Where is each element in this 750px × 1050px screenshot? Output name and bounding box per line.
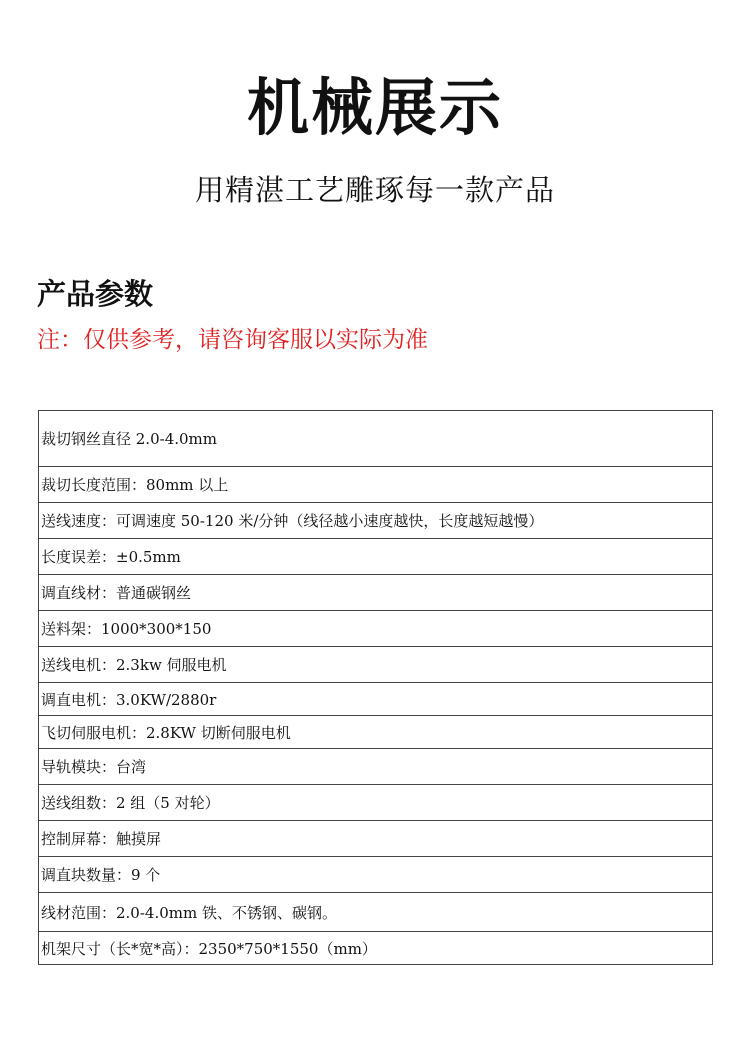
table-row bbox=[39, 575, 713, 611]
page-subtitle: 用精湛工艺雕琢每一款产品 bbox=[194, 173, 555, 207]
table-row bbox=[39, 749, 713, 785]
table-row bbox=[39, 539, 713, 575]
spec-cell: 调直线材：普通碳钢丝 bbox=[39, 575, 713, 611]
spec-cell: 机架尺寸（长*宽*高）：2350*750*1550（mm） bbox=[39, 932, 713, 965]
table-row bbox=[39, 647, 713, 683]
spec-cell: 线材范围：2.0-4.0mm 铁、不锈钢、碳钢。 bbox=[39, 893, 713, 932]
table-row bbox=[39, 893, 713, 932]
table-row bbox=[39, 467, 713, 503]
spec-cell: 送线电机：2.3kw 伺服电机 bbox=[39, 647, 713, 683]
spec-cell: 裁切长度范围：80mm 以上 bbox=[39, 467, 713, 503]
spec-cell: 送线组数：2 组（5 对轮） bbox=[39, 785, 713, 821]
spec-cell: 送线速度：可调速度 50-120 米/分钟（线径越小速度越快，长度越短越慢） bbox=[39, 503, 713, 539]
spec-cell: 长度误差：±0.5mm bbox=[39, 539, 713, 575]
table-row bbox=[39, 821, 713, 857]
spec-cell: 调直电机：3.0KW/2880r bbox=[39, 683, 713, 716]
spec-cell: 飞切伺服电机：2.8KW 切断伺服电机 bbox=[39, 716, 713, 749]
table-row bbox=[39, 611, 713, 647]
table-row bbox=[39, 411, 713, 467]
table-row bbox=[39, 857, 713, 893]
spec-cell: 裁切钢丝直径 2.0-4.0mm bbox=[39, 411, 713, 467]
disclaimer-note: 注：仅供参考，请咨询客服以实际为准 bbox=[37, 327, 428, 353]
section-heading: 产品参数 bbox=[37, 277, 154, 311]
table-row bbox=[39, 932, 713, 965]
spec-cell: 调直块数量：9 个 bbox=[39, 857, 713, 893]
spec-cell: 送料架：1000*300*150 bbox=[39, 611, 713, 647]
spec-cell: 控制屏幕：触摸屏 bbox=[39, 821, 713, 857]
table-row bbox=[39, 785, 713, 821]
table-row bbox=[39, 683, 713, 716]
table-row bbox=[39, 716, 713, 749]
table-row bbox=[39, 503, 713, 539]
page-title: 机械展示 bbox=[246, 71, 503, 144]
spec-table bbox=[38, 410, 713, 965]
spec-cell: 导轨模块：台湾 bbox=[39, 749, 713, 785]
